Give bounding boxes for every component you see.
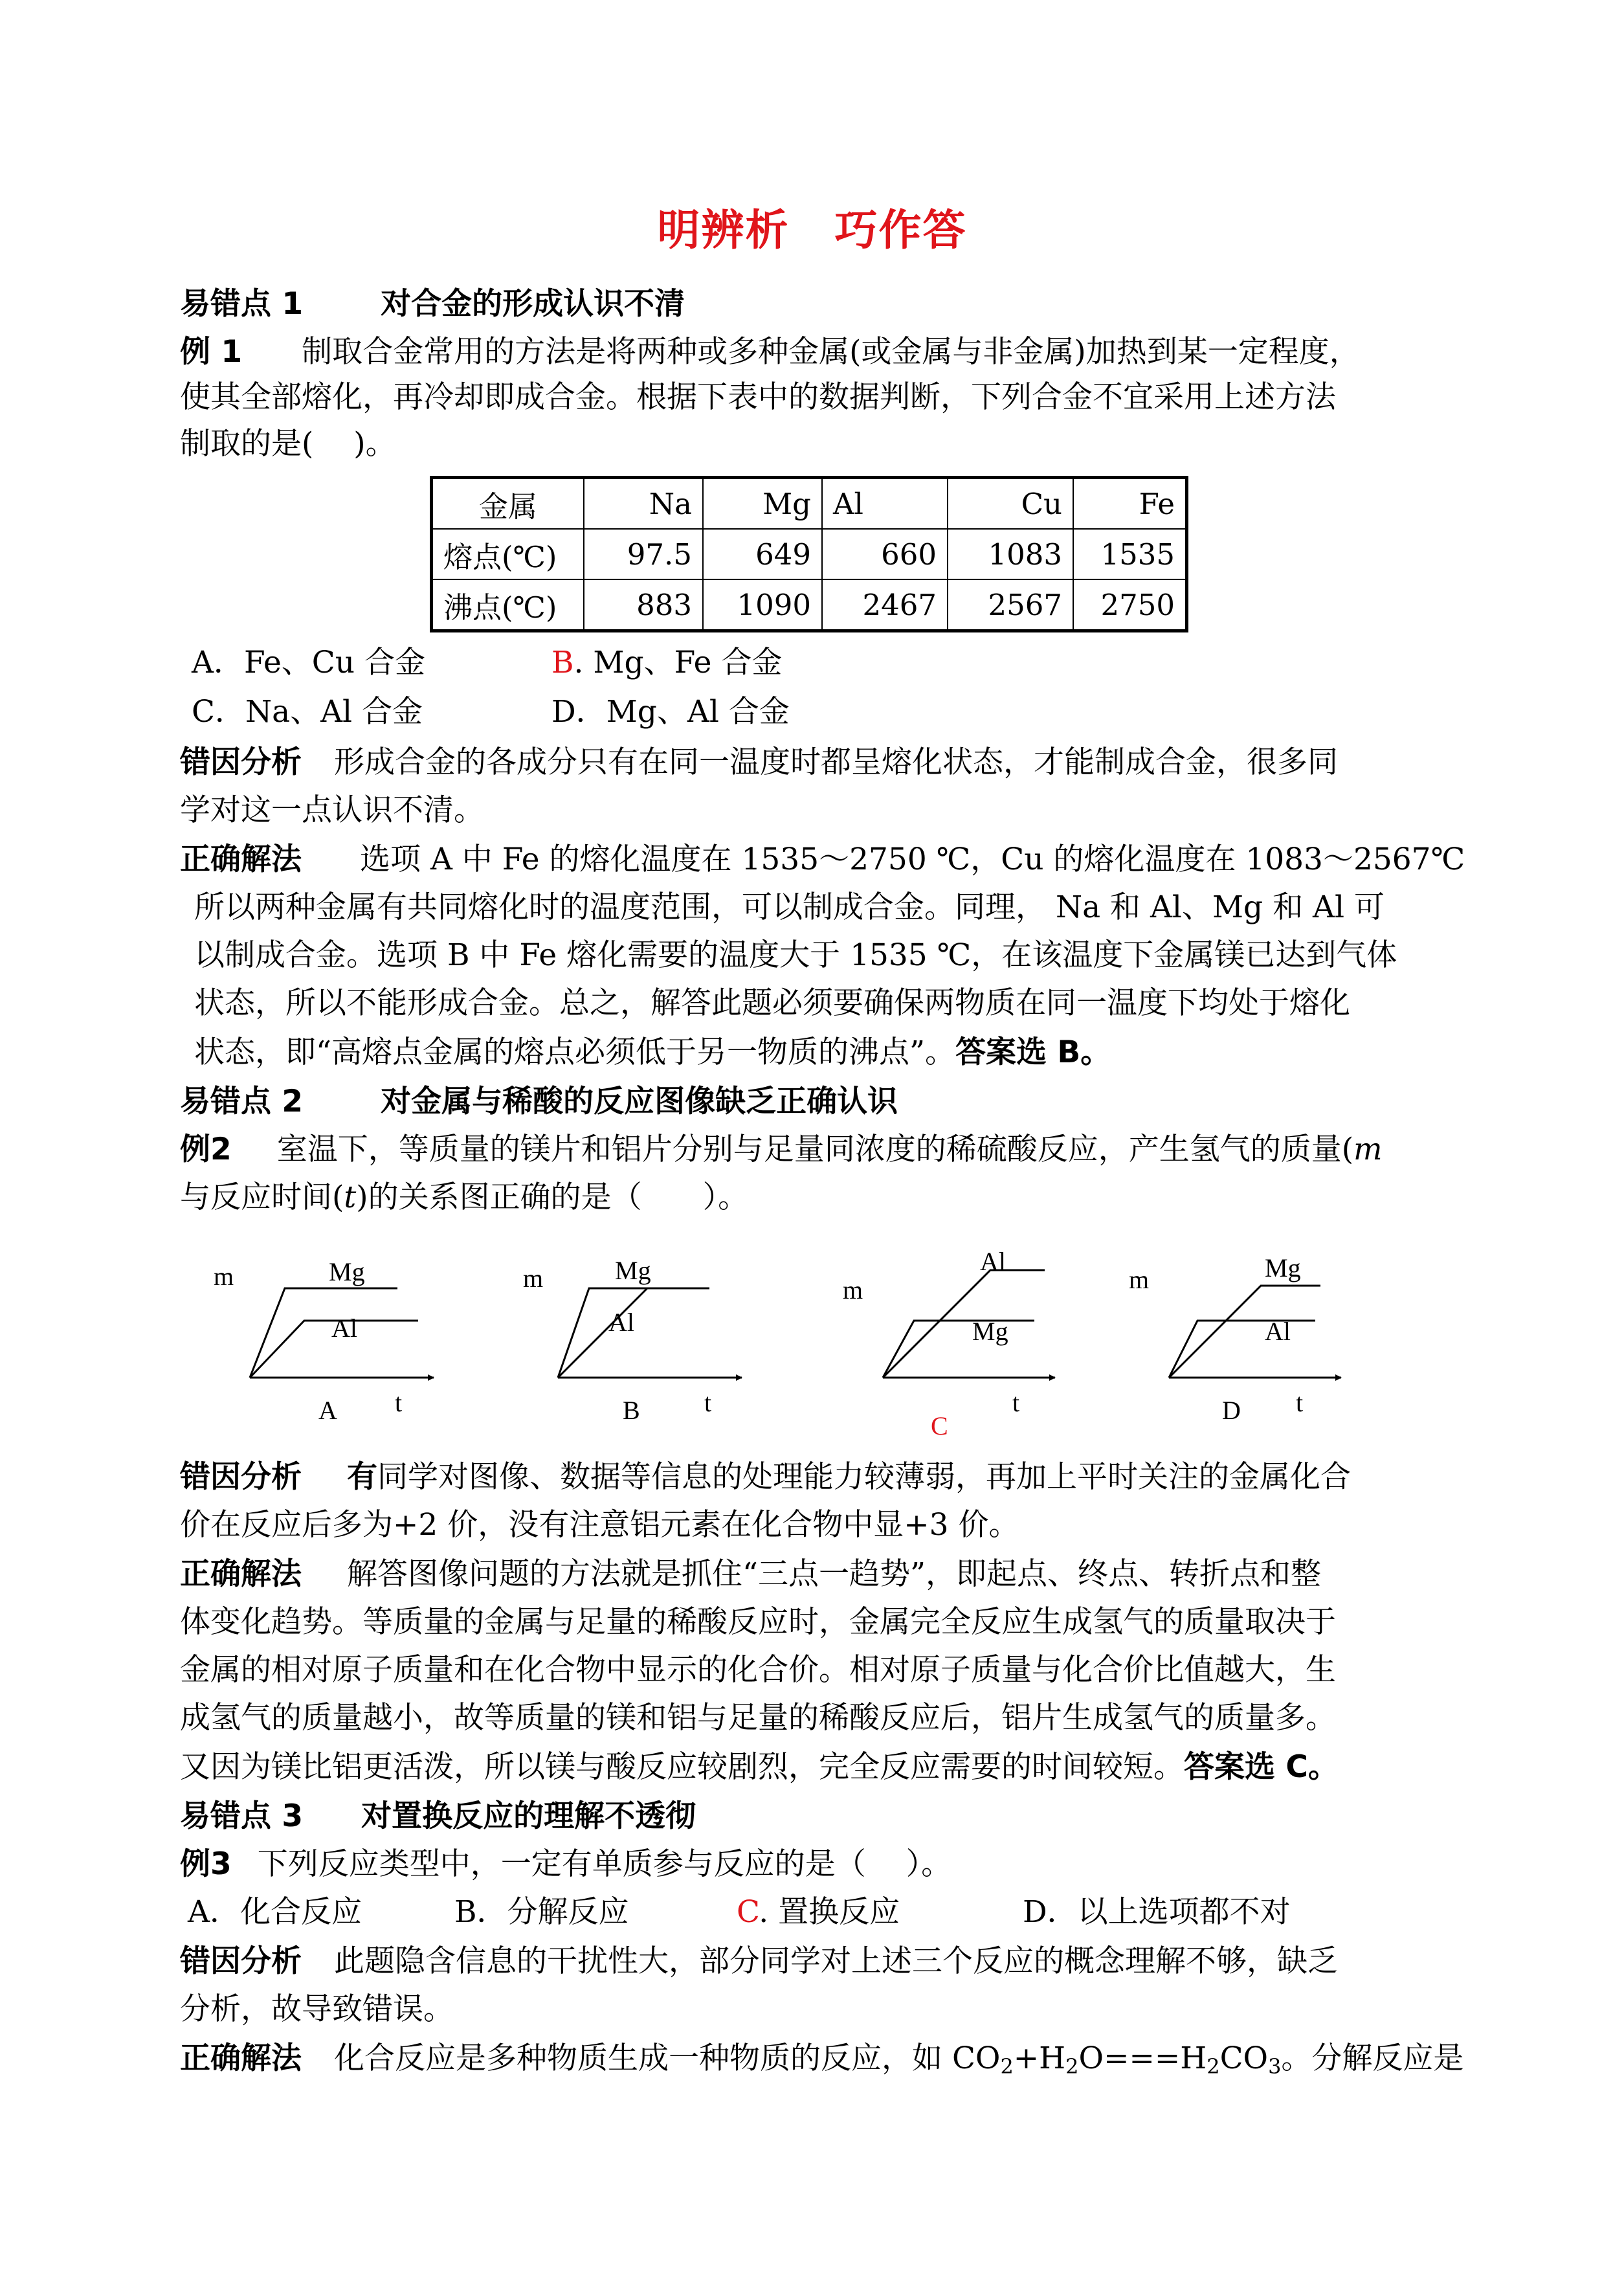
y-axis-label: m (214, 1262, 234, 1291)
table-row: 熔点(℃) 97.5 649 660 1083 1535 (432, 529, 1187, 579)
mg-curve (250, 1288, 397, 1378)
graph-c (843, 1247, 1055, 1440)
section-3-heading: 易错点 3 对置换反应的理解不透彻 (180, 1798, 696, 1834)
graph-letter: C (931, 1411, 948, 1440)
solution-2-line-3: 金属的相对原子质量和在化合物中显示的化合价。相对原子质量与化合价比值越大，生 (180, 1652, 1336, 1688)
solution-1-line-3: 以制成合金。选项 B 中 Fe 熔化需要的温度大于 1535 ℃，在该温度下金属镁已达到气体 (194, 937, 1397, 973)
section-1-heading: 易错点 1 对合金的形成认识不清 (180, 286, 685, 322)
solution-1-line-2: 所以两种金属有共同熔化时的温度范围，可以制成合金。同理， Na 和 Al、Mg 和 Al 可 (194, 889, 1385, 925)
graph-letter: A (318, 1396, 337, 1425)
y-axis-label: m (1129, 1265, 1150, 1294)
page-title: 明辨析 巧作答 (657, 205, 967, 255)
option-c: C. 置换反应 (737, 1894, 900, 1930)
upper-curve-label: Mg (1265, 1253, 1301, 1282)
reaction-graphs (0, 1236, 1624, 1450)
option-a: A．化合反应 (188, 1894, 362, 1930)
solution-2-line-5: 又因为镁比铝更活泼，所以镁与酸反应较剧烈，完全反应需要的时间较短。答案选 C。 (180, 1749, 1339, 1785)
al-curve (883, 1270, 1045, 1378)
x-axis-label: t (704, 1388, 712, 1417)
option-d: D．Mg、Al 合金 (551, 694, 790, 730)
x-axis-label: t (395, 1388, 403, 1417)
section-2-heading: 易错点 2 对金属与稀酸的反应图像缺乏正确认识 (180, 1084, 898, 1119)
example-2-line-2: 与反应时间(t)的关系图正确的是（ ）。 (180, 1180, 749, 1215)
example-1-line-1: 例 1 制取合金常用的方法是将两种或多种金属(或金属与非金属)加热到某一定程度， (180, 334, 1360, 370)
example-1-line-2: 使其全部熔化，再冷却即成合金。根据下表中的数据判断，下列合金不宜采用上述方法 (180, 379, 1336, 415)
upper-curve-label: Al (980, 1247, 1006, 1276)
solution-1-line-1: 正确解法 选项 A 中 Fe 的熔化温度在 1535～2750 ℃，Cu 的熔化温度在 1083～2567℃ (180, 842, 1465, 877)
error-analysis-3-line-1: 错因分析 此题隐含信息的干扰性大，部分同学对上述三个反应的概念理解不够，缺乏 (180, 1943, 1338, 1979)
option-a: A．Fe、Cu 合金 (192, 645, 425, 680)
option-d: D．以上选项都不对 (1023, 1894, 1291, 1930)
example-1-line-3: 制取的是( )。 (180, 426, 396, 462)
error-analysis-1-line-2: 学对这一点认识不清。 (180, 792, 484, 828)
solution-2-line-2: 体变化趋势。等质量的金属与足量的稀酸反应时，金属完全反应生成氢气的质量取决于 (180, 1604, 1336, 1640)
error-analysis-1-line-1: 错因分析 形成合金的各成分只有在同一温度时都呈熔化状态，才能制成合金，很多同 (180, 744, 1338, 780)
graph-letter: D (1222, 1396, 1241, 1425)
upper-curve-label: Mg (615, 1256, 651, 1285)
solution-1-line-5: 状态，即“高熔点金属的熔点必须低于另一物质的沸点”。答案选 B。 (194, 1035, 1111, 1070)
solution-3-line-1: 正确解法 化合反应是多种物质生成一种物质的反应，如 $CO_2+H_2O===H_2CO_3$。分解反应是 (180, 2041, 1464, 2079)
error-analysis-3-line-2: 分析，故导致错误。 (180, 1991, 454, 2027)
example-2-line-1: 例2 室温下，等质量的镁片和铝片分别与足量同浓度的稀硫酸反应，产生氢气的质量(m (180, 1132, 1383, 1167)
mg-curve (883, 1321, 1034, 1378)
error-analysis-2-line-2: 价在反应后多为+2 价，没有注意铝元素在化合物中显+3 价。 (180, 1507, 1019, 1543)
graph-a (214, 1257, 434, 1425)
table-row: 金属 Na Mg Al Cu Fe (432, 478, 1187, 530)
y-axis-label: m (523, 1264, 544, 1293)
table-row: 沸点(℃) 883 1090 2467 2567 2750 (432, 579, 1187, 631)
metal-data-table (430, 476, 1188, 632)
x-axis-label: t (1012, 1388, 1020, 1417)
option-b: B．分解反应 (454, 1894, 629, 1930)
graph-letter: B (623, 1396, 640, 1425)
option-c: C．Na、Al 合金 (192, 694, 423, 730)
graph-b (523, 1256, 742, 1425)
example-3-line-1: 例3 下列反应类型中，一定有单质参与反应的是（ ）。 (180, 1846, 952, 1882)
graph-d (1129, 1253, 1341, 1425)
x-axis-label: t (1296, 1388, 1304, 1417)
y-axis-label: m (843, 1275, 863, 1304)
solution-1-line-4: 状态，所以不能形成合金。总之，解答此题必须要确保两物质在同一温度下均处于熔化 (194, 985, 1350, 1021)
al-curve (1169, 1321, 1315, 1378)
solution-2-line-4: 成氢气的质量越小，故等质量的镁和铝与足量的稀酸反应后，铝片生成氢气的质量多。 (180, 1700, 1336, 1736)
lower-curve-label: Al (331, 1314, 357, 1343)
lower-curve-label: Al (1265, 1317, 1291, 1346)
solution-2-line-1: 正确解法 解答图像问题的方法就是抓住“三点一趋势”，即起点、终点、转折点和整 (180, 1556, 1322, 1592)
option-b: B. Mg、Fe 合金 (551, 645, 783, 680)
error-analysis-2-line-1: 错因分析 有同学对图像、数据等信息的处理能力较薄弱，再加上平时关注的金属化合 (180, 1459, 1351, 1495)
lower-curve-label: Al (608, 1308, 634, 1337)
lower-curve-label: Mg (972, 1317, 1008, 1346)
upper-curve-label: Mg (329, 1257, 365, 1286)
